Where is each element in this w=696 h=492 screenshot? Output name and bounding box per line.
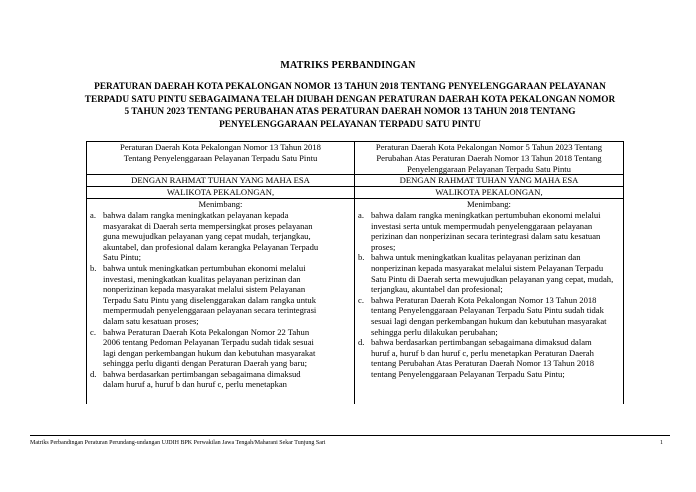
item-line: dalam huruf a, huruf b dan huruf c, perlu menetapkan: [103, 379, 287, 390]
item-line: 2006 tentang Pedoman Pelayanan Terpadu sudah tidak sesuai: [103, 337, 314, 348]
item-text: [103, 210, 351, 263]
right-column-header: [355, 142, 624, 175]
item-line: tentang Penyelenggaraan Pelayanan Terpadu Satu Pintu;: [371, 368, 565, 379]
item-line: Terpadu Satu Pintu yang diselenggarakan dalam rangka untuk: [103, 294, 316, 305]
page-number: 1: [660, 440, 663, 446]
item-line: bahwa berdasarkan pertimbangan sebagaimana dimaksud dalam: [371, 337, 592, 348]
item-letter: b.: [358, 252, 365, 263]
item-line: investasi serta untuk mempermudah penyelenggaraan pelayanan: [371, 220, 593, 231]
item-line: bahwa Peraturan Daerah Kota Pekalongan Nomor 13 Tahun 2018: [371, 294, 597, 305]
footer-text: Matriks Perbandingan Peraturan Perundang-undangan UJDIH BPK Perwakilan Jawa Tengah/Maharani Sekar Tunjung Sari: [30, 440, 326, 446]
item-line: investasi, meningkatkan kualitas pelayanan perizinan dan: [103, 273, 301, 284]
menimbang-label: Menimbang:: [198, 199, 243, 210]
item-line: bahwa Peraturan Daerah Kota Pekalongan Nomor 22 Tahun: [103, 326, 310, 337]
item-line: sehingga perlu dilakukan perubahan;: [371, 326, 498, 337]
item-text: [371, 252, 620, 294]
opening-left: DENGAN RAHMAT TUHAN YANG MAHA ESA: [87, 175, 355, 187]
item-letter: c.: [358, 294, 364, 305]
item-line: sehingga perlu diganti dengan Peraturan Daerah yang baru;: [103, 358, 308, 369]
walikota-left: WALIKOTA PEKALONGAN,: [87, 187, 355, 199]
header-line: Perubahan Atas Peraturan Daerah Nomor 13 Tahun 2018 Tentang: [376, 152, 602, 163]
item-text: [103, 327, 351, 369]
item-line: guna mewujudkan pelayanan yang cepat mudah, terjangkau,: [103, 231, 311, 242]
table-row: [87, 187, 624, 199]
list-item: [87, 210, 354, 263]
footer-divider: [30, 435, 670, 436]
item-letter: d.: [358, 337, 365, 348]
list-item: [87, 327, 354, 369]
item-line: bahwa untuk meningkatkan kualitas pelayanan perizinan dan: [371, 252, 581, 263]
header-line: Peraturan Daerah Kota Pekalongan Nomor 5 Tahun 2023 Tentang: [375, 142, 603, 152]
item-text: [103, 369, 351, 390]
opening-right: DENGAN RAHMAT TUHAN YANG MAHA ESA: [355, 175, 624, 187]
item-letter: a.: [358, 209, 364, 220]
item-line: bahwa berdasarkan pertimbangan sebagaimana dimaksud: [103, 368, 301, 379]
item-letter: a.: [90, 209, 96, 220]
item-line: huruf a, huruf b dan huruf c, perlu menetapkan Peraturan Daerah: [371, 347, 594, 358]
header-line: Penyelenggaraan Pelayanan Terpadu Satu Pintu: [407, 163, 571, 174]
subtitle-line: PERATURAN DAERAH KOTA PEKALONGAN NOMOR 13 TAHUN 2018 TENTANG PENYELENGGARAAN PELAYANAN: [94, 82, 606, 92]
item-letter: d.: [90, 368, 97, 379]
list-item: [355, 210, 623, 252]
subtitle-line: PENYELENGGARAAN PELAYANAN TERPADU SATU PINTU: [219, 119, 481, 130]
item-line: lagi dengan perkembangan hukum dan kebutuhan masyarakat: [103, 347, 316, 358]
list-item: [87, 369, 354, 390]
subtitle-line: 5 TAHUN 2023 TENTANG PERUBAHAN ATAS PERATURAN DAERAH NOMOR 13 TAHUN 2018 TENTANG: [124, 107, 576, 118]
item-line: Satu Pintu;: [103, 252, 141, 263]
table-row: [87, 199, 624, 405]
right-considerations: [355, 199, 624, 405]
item-line: bahwa untuk meningkatkan pertumbuhan ekonomi melalui: [103, 262, 306, 273]
considerations-list: [355, 210, 623, 380]
walikota-right: WALIKOTA PEKALONGAN,: [355, 187, 624, 199]
item-line: dalam satu kesatuan proses;: [103, 315, 199, 326]
item-line: Satu Pintu di Daerah serta mewujudkan pelayanan yang cepat, mudah,: [371, 273, 614, 284]
item-line: bahwa dalam rangka meningkatkan pelayanan kepada: [103, 209, 289, 220]
item-letter: c.: [90, 326, 96, 337]
item-line: nonperizinan kepada masyarakat melalui sistem Pelayanan: [103, 284, 306, 295]
item-line: tentang Perubahan Atas Peraturan Daerah Nomor 13 Tahun 2018: [371, 358, 595, 369]
list-item: [355, 295, 623, 337]
item-line: masyarakat di Daerah serta mempersingkat proses pelayanan: [103, 220, 313, 231]
item-text: [103, 263, 351, 327]
item-text: [371, 337, 620, 379]
item-line: tentang Penyelenggaraan Pelayanan Terpadu Satu Pintu sudah tidak: [371, 305, 604, 316]
item-line: terjangkau, akuntabel dan profesional;: [371, 284, 503, 295]
list-item: [87, 263, 354, 327]
left-column-header: [87, 142, 355, 175]
menimbang-label: Menimbang:: [467, 199, 511, 210]
document-subtitle: [80, 81, 620, 131]
item-letter: b.: [90, 262, 97, 273]
considerations-list: [87, 210, 354, 390]
item-line: akuntabel, dan profesional dalam kerangka Pelayanan Terpadu: [103, 241, 319, 252]
list-item: [355, 337, 623, 379]
document-title: MATRIKS PERBANDINGAN: [280, 60, 416, 71]
item-line: perizinan dan nonperizinan secara terintegrasi dalam satu kesatuan: [371, 231, 601, 242]
left-considerations: [87, 199, 355, 405]
list-item: [355, 252, 623, 294]
item-line: sesuai lagi dengan perkembangan hukum dan kebutuhan masyarakat: [371, 315, 607, 326]
item-line: nonperizinan kepada masyarakat melalui sistem Pelayanan Terpadu: [371, 262, 604, 273]
item-text: [371, 210, 620, 252]
item-line: bahwa dalam rangka meningkatkan pertumbuhan ekonomi melalui: [371, 209, 601, 220]
header-line: Peraturan Daerah Kota Pekalongan Nomor 13 Tahun 2018: [120, 142, 321, 152]
item-line: mempermudah penyelenggaraan pelayanan secara terintegrasi: [103, 305, 317, 316]
item-text: [371, 295, 620, 337]
table-row: [87, 175, 624, 187]
subtitle-line: TERPADU SATU PINTU SEBAGAIMANA TELAH DIUBAH DENGAN PERATURAN DAERAH KOTA PEKALONGAN NOMOR: [84, 94, 616, 105]
comparison-table: [86, 141, 624, 404]
item-line: proses;: [371, 241, 396, 252]
header-line: Tentang Penyelenggaraan Pelayanan Terpadu Satu Pintu: [123, 152, 318, 163]
table-header-row: [87, 142, 624, 175]
